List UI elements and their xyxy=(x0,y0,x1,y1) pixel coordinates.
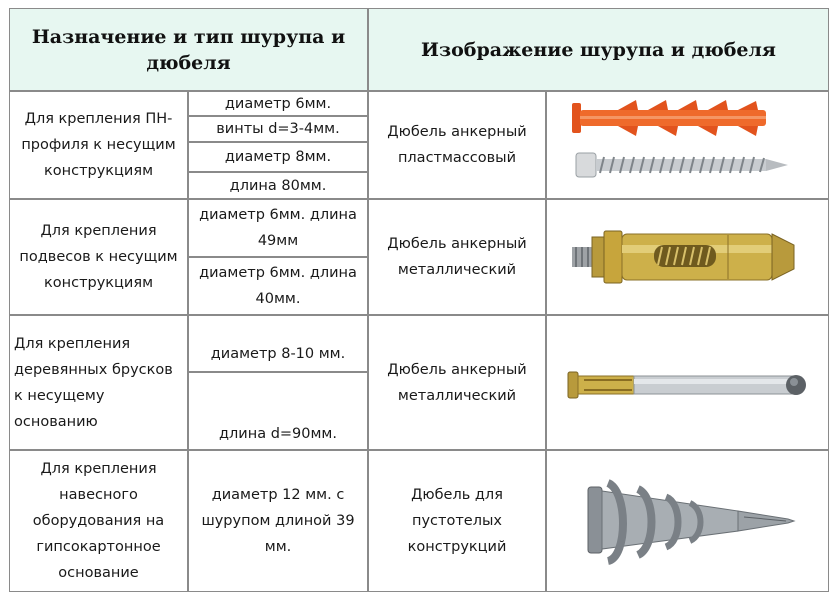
row3-spec2: длина d=90мм. xyxy=(219,426,337,442)
plastic-anchor-and-screw-icon xyxy=(558,97,818,193)
metal-sleeve-anchor-bolt-icon xyxy=(558,207,818,307)
row3-type-cell xyxy=(368,315,546,450)
row2-purpose-cell xyxy=(9,199,188,315)
row4-purpose: Для крепления навесного оборудования на гипсокартонное основание xyxy=(32,461,165,581)
row4-dowel-type: Дюбель для пустотелых конструкций xyxy=(407,487,507,555)
row3-dowel-type: Дюбель анкерный металлический xyxy=(387,361,527,404)
row2-spec1-cell xyxy=(188,199,368,257)
row2-spec2-cell xyxy=(188,257,368,315)
row1-purpose: Для крепления ПН-профиля к несущим конструкциям xyxy=(21,111,176,179)
row3-spec1-cell xyxy=(188,315,368,372)
row1-spec1-cell xyxy=(188,91,368,116)
row4-type-cell xyxy=(368,450,546,592)
row4-spec1: диаметр 12 мм. с шурупом длиной 39 мм. xyxy=(201,487,355,555)
row2-spec1: диаметр 6мм. длина 49мм xyxy=(199,207,357,249)
header-image-cell xyxy=(368,8,829,91)
row1-spec3: диаметр 8мм. xyxy=(224,149,332,165)
row3-purpose-cell xyxy=(9,315,188,450)
row1-image-cell xyxy=(546,91,829,199)
header-purpose-title: Назначение и тип шурупа и дюбеля xyxy=(31,25,346,74)
row1-purpose-cell xyxy=(9,91,188,199)
hammer-in-anchor-icon xyxy=(558,328,818,438)
row3-image-cell xyxy=(546,315,829,450)
row2-purpose: Для крепления подвесов к несущим конструкциям xyxy=(19,223,178,291)
row2-type-cell xyxy=(368,199,546,315)
row1-type-cell xyxy=(368,91,546,199)
drywall-anchor-icon xyxy=(558,461,818,581)
row4-spec-cell xyxy=(188,450,368,592)
row1-spec2: винты d=3-4мм. xyxy=(216,121,340,137)
row4-purpose-cell xyxy=(9,450,188,592)
row1-spec4: длина 80мм. xyxy=(229,177,327,194)
row1-spec4-cell xyxy=(188,172,368,199)
row3-spec2-cell xyxy=(188,372,368,450)
row2-dowel-type: Дюбель анкерный металлический xyxy=(387,236,527,278)
row3-spec1: диаметр 8-10 мм. xyxy=(210,346,346,362)
row2-spec2: диаметр 6мм. длина 40мм. xyxy=(199,265,357,307)
row1-spec3-cell xyxy=(188,142,368,172)
header-image-title: Изображение шурупа и дюбеля xyxy=(421,38,776,61)
row1-dowel-type: Дюбель анкерный пластмассовый xyxy=(387,124,527,166)
row1-spec2-cell xyxy=(188,116,368,142)
row1-spec1: диаметр 6мм. xyxy=(224,95,332,112)
header-purpose-cell xyxy=(9,8,368,91)
row3-purpose: Для крепления деревянных брусков к несущему основанию xyxy=(14,335,173,430)
row4-image-cell xyxy=(546,450,829,592)
row2-image-cell xyxy=(546,199,829,315)
